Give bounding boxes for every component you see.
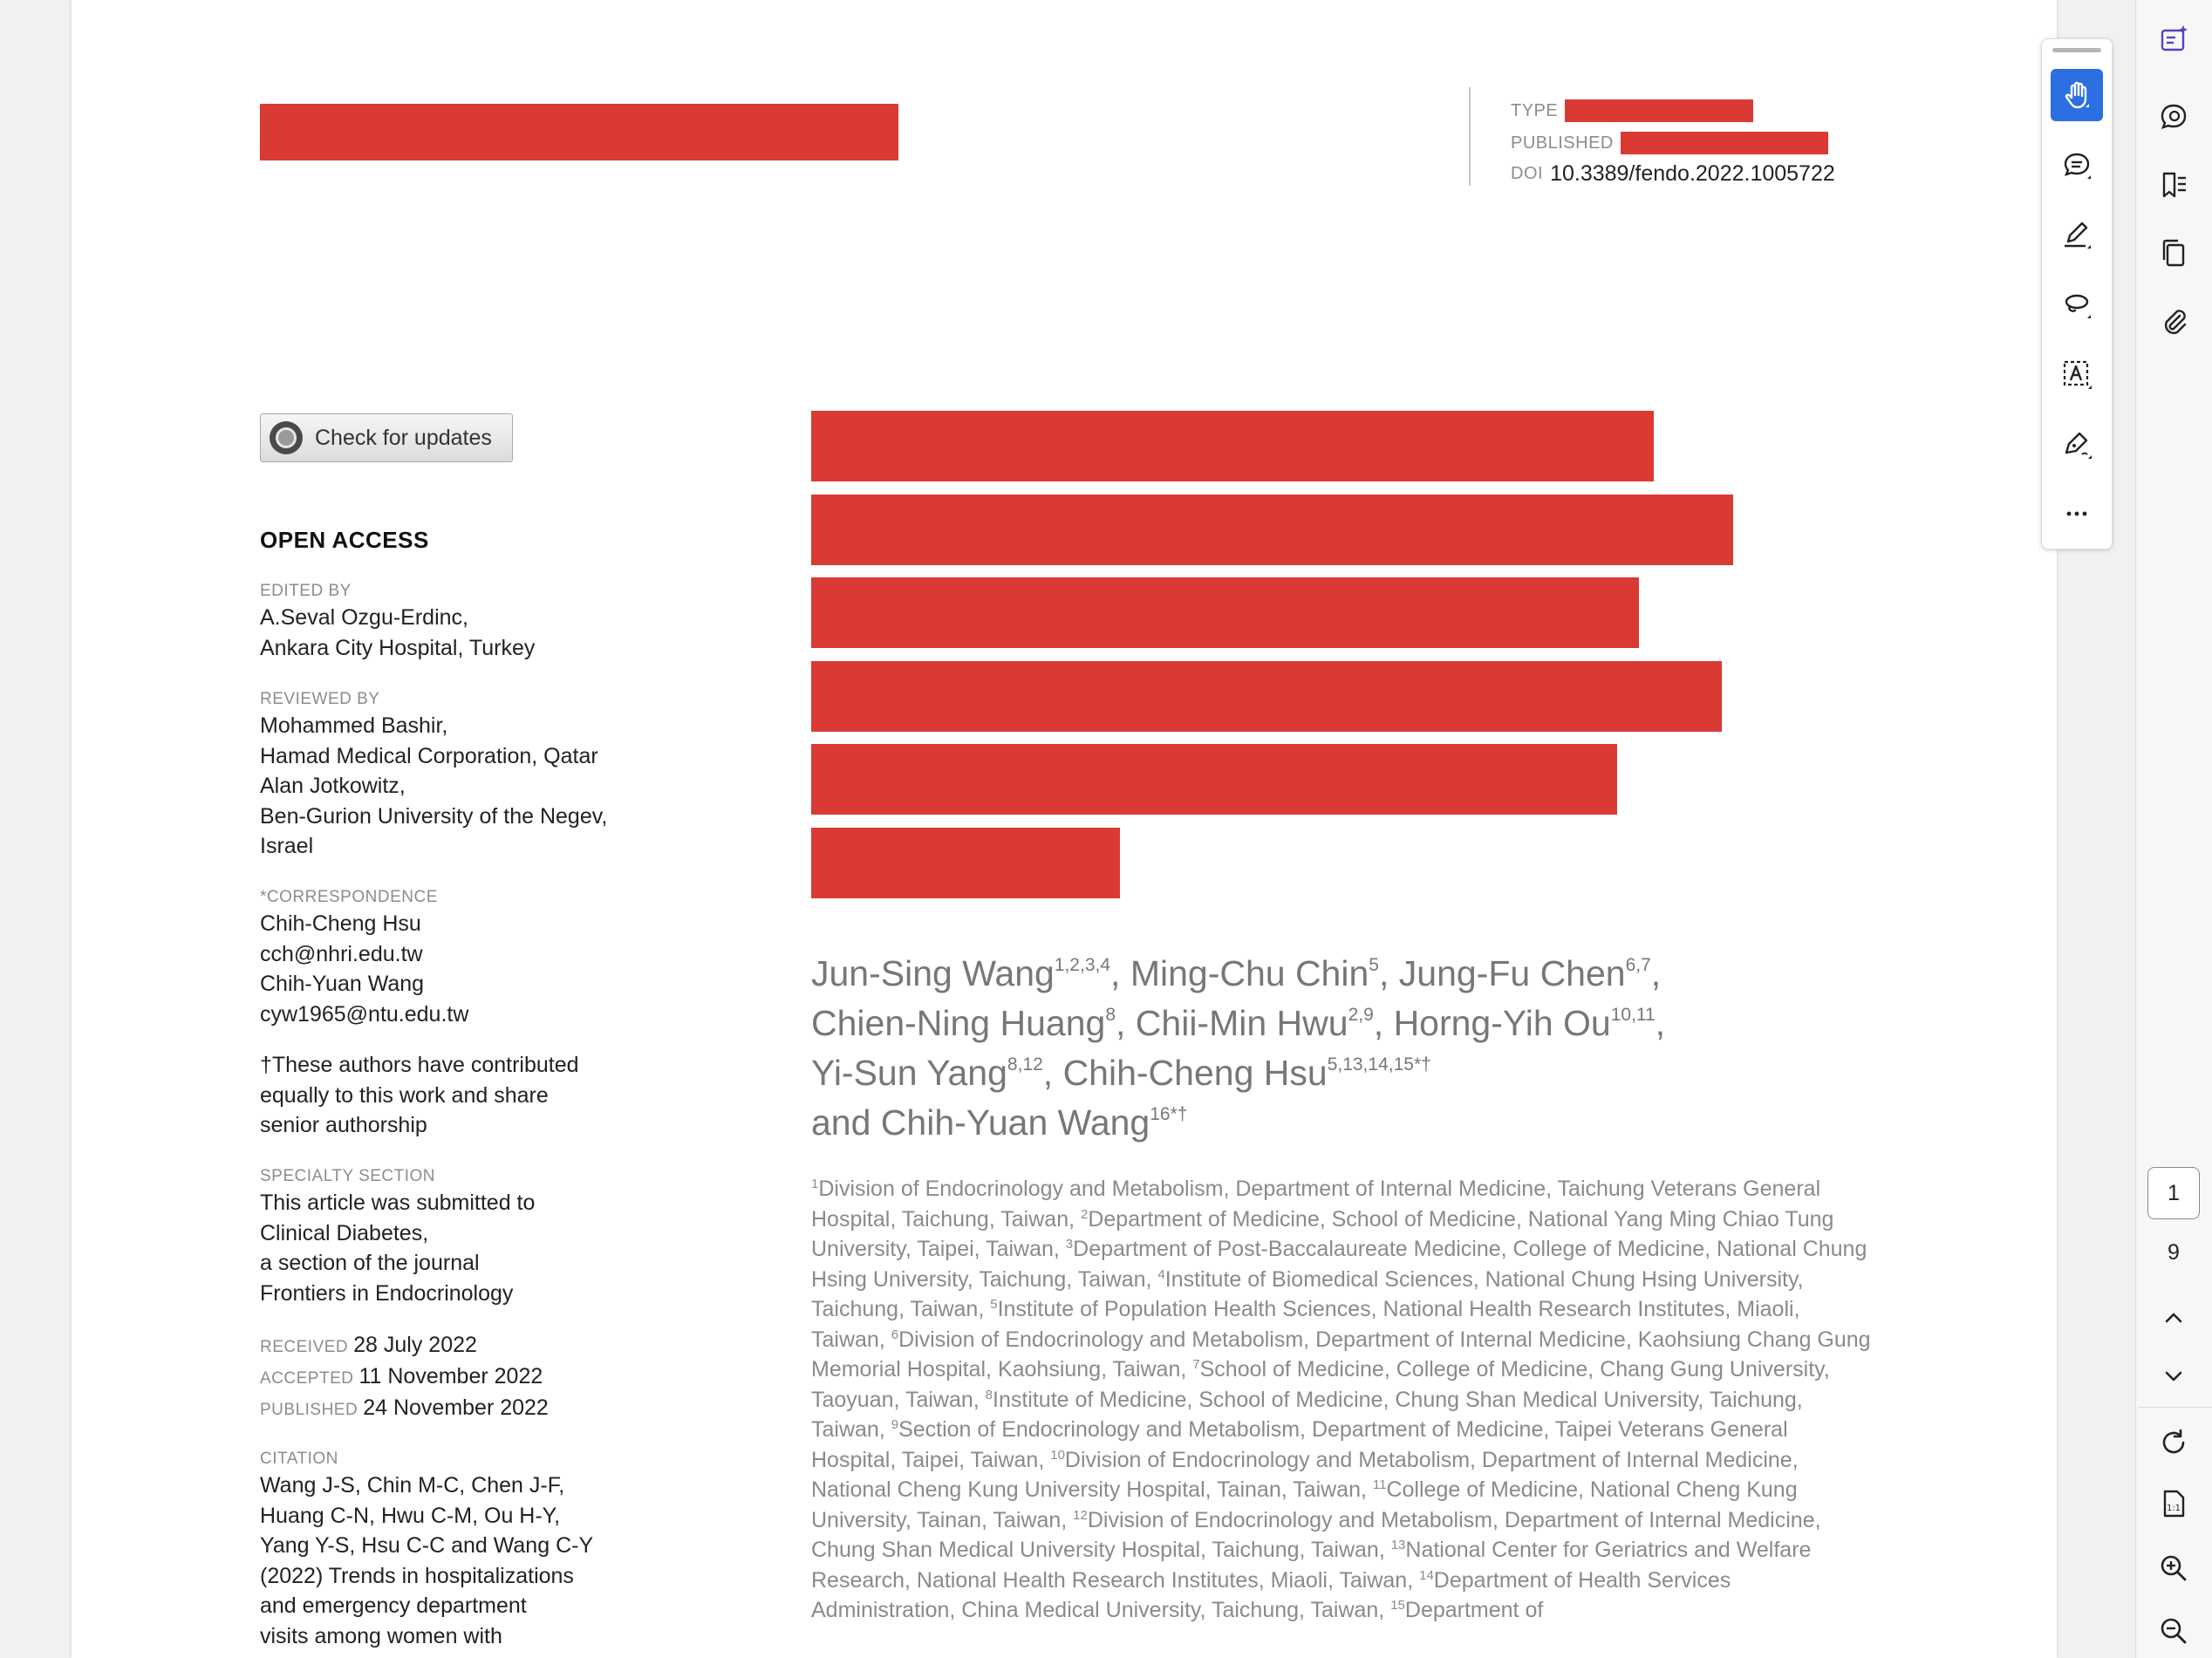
reviewed-by-label: REVIEWED BY: [260, 690, 380, 708]
refresh-icon: [2156, 1425, 2191, 1460]
author-name: Chii-Min Hwu: [1135, 1003, 1348, 1043]
text-select-icon: [2059, 357, 2094, 392]
author-name: Horng-Yih Ou: [1393, 1003, 1611, 1043]
affiliation-text: Department of Post-Baccalaureate Medicine, College of Medicine, National Chung Hsing University, Taichung, Taiwan,: [811, 1237, 1867, 1292]
zoom-out-button[interactable]: [2149, 1607, 2198, 1655]
reviewer-line: Ben-Gurion University of the Negev,: [260, 803, 608, 829]
published-date-row: [260, 1392, 696, 1423]
accepted-date: 11 November 2022: [358, 1364, 543, 1388]
zoom-in-button[interactable]: [2149, 1544, 2198, 1593]
specialty-line: This article was submitted to: [260, 1191, 536, 1215]
doi-row: [1511, 160, 1835, 187]
annotation-toolbar: [2041, 38, 2113, 549]
reviewer-line: Alan Jotkowitz,: [260, 774, 406, 798]
affiliation-number: 7: [1192, 1357, 1200, 1372]
citation-section: [260, 1448, 696, 1651]
comments-panel-icon: [2156, 99, 2191, 134]
svg-text:1:1: 1:1: [2166, 1504, 2181, 1513]
correspondence-section: [260, 886, 696, 1029]
edited-by-label: EDITED BY: [260, 582, 352, 600]
dates-section: [260, 1329, 696, 1423]
ai-assistant-icon: [2156, 23, 2191, 58]
attachments-button[interactable]: [2149, 297, 2198, 345]
specialty-line: Frontiers in Endocrinology: [260, 1280, 514, 1306]
hand-tool-button[interactable]: [2051, 69, 2103, 121]
redacted-published: [1621, 132, 1828, 154]
doi-label: DOI: [1511, 163, 1544, 183]
accepted-row: [260, 1361, 696, 1392]
author-affiliation-sup: 8: [1105, 1005, 1116, 1025]
author-separator: ,: [1042, 1053, 1063, 1093]
author-line: [811, 1098, 1901, 1148]
next-page-button[interactable]: [2149, 1352, 2198, 1401]
affiliation-number: 9: [891, 1417, 899, 1432]
redacted-title-line-5: [811, 744, 1617, 815]
affiliation-text: Division of Endocrinology and Metabolism, Department of Internal Medicine, Chung Shan Medical University Hospital, Taichung, Taiwan,: [811, 1507, 1821, 1562]
affiliation-text: Division of Endocrinology and Metabolism, Department of Internal Medicine, National Cheng Kung University Hospital, Tainan, Taiwan,: [811, 1447, 1799, 1502]
affiliation-number: 12: [1073, 1507, 1088, 1523]
affiliation-text: Institute of Medicine, School of Medicine, Chung Shan Medical University, Taichung, Taiwan,: [811, 1387, 1803, 1442]
pages-icon: [2156, 235, 2191, 270]
affiliation-number: 3: [1065, 1237, 1074, 1252]
specialty-label: SPECIALTY SECTION: [260, 1167, 436, 1185]
check-updates-icon: [270, 421, 303, 454]
received-date: 28 July 2022: [353, 1333, 477, 1357]
author-separator: ,: [1655, 1003, 1666, 1043]
author-name: Chien-Ning Huang: [811, 1003, 1106, 1043]
specialty-section: [260, 1165, 696, 1308]
lasso-tool-button[interactable]: [2051, 278, 2103, 331]
comment-tool-button[interactable]: [2051, 139, 2103, 191]
redacted-title-line-2: [811, 495, 1733, 565]
author-affiliation-sup: 10,11: [1610, 1005, 1656, 1025]
author-name: Jung-Fu Chen: [1398, 953, 1626, 993]
check-updates-label: Check for updates: [315, 425, 492, 450]
published-row: [1511, 130, 1828, 156]
affiliation-number: 2: [1080, 1206, 1089, 1222]
check-for-updates-button[interactable]: [260, 413, 513, 462]
author-affiliation-sup: 16*†: [1150, 1104, 1188, 1124]
note-line: senior authorship: [260, 1113, 427, 1137]
redacted-title-line-3: [811, 577, 1639, 648]
more-tools-button[interactable]: [2051, 488, 2103, 540]
type-row: [1511, 98, 1753, 124]
affiliation-number: 14: [1419, 1567, 1434, 1583]
reviewed-by-section: [260, 688, 696, 862]
affiliation-list: [811, 1174, 1875, 1626]
highlight-pen-icon: [2059, 217, 2094, 252]
author-list: [811, 949, 1901, 1148]
citation-line: Wang J-S, Chin M-C, Chen J-F,: [260, 1473, 565, 1498]
citation-line: (2022) Trends in hospitalizations: [260, 1563, 574, 1588]
pages-panel-button[interactable]: [2149, 229, 2198, 277]
sign-tool-button[interactable]: [2051, 418, 2103, 470]
author-separator: ,: [1378, 953, 1399, 993]
fit-page-icon: [2156, 1486, 2191, 1521]
citation-line: Yang Y-S, Hsu C-C and Wang C-Y: [260, 1533, 594, 1558]
highlight-tool-button[interactable]: [2051, 208, 2103, 261]
toolbar-drag-handle[interactable]: [2052, 48, 2101, 52]
note-line: equally to this work and share: [260, 1082, 549, 1108]
reviewer-line: Hamad Medical Corporation, Qatar: [260, 743, 598, 768]
more-icon: [2059, 496, 2094, 531]
edited-by-section: [260, 580, 696, 663]
metadata-divider: [1469, 87, 1471, 186]
affiliation-number: 15: [1390, 1598, 1405, 1613]
rail-divider: [2135, 0, 2136, 1658]
zoom-in-icon: [2156, 1551, 2191, 1586]
author-name: Yi-Sun Yang: [811, 1053, 1007, 1093]
author-separator: ,: [1650, 953, 1662, 993]
ai-assistant-button[interactable]: [2149, 16, 2198, 65]
author-name: Chih-Cheng Hsu: [1062, 1053, 1328, 1093]
citation-line: visits among women with: [260, 1623, 502, 1648]
author-affiliation-sup: 5: [1369, 955, 1379, 975]
citation-line: and emergency department: [260, 1593, 527, 1618]
bookmarks-button[interactable]: [2149, 160, 2198, 209]
affiliation-number: 13: [1390, 1538, 1406, 1552]
correspondent-name: Chih-Yuan Wang: [260, 972, 425, 996]
affiliation-text: Division of Endocrinology and Metabolism, Department of Internal Medicine, Kaohsiung Chang Gung Memorial Hospital, Kaohsiung, Taiwan,: [811, 1327, 1871, 1382]
affiliation-text: Institute of Population Health Sciences, National Health Research Institutes, Miaoli, Taiwan,: [811, 1297, 1800, 1352]
author-separator: ,: [1116, 1003, 1136, 1043]
author-affiliation-sup: 6,7: [1625, 955, 1651, 975]
author-separator: ,: [1110, 953, 1130, 993]
correspondent-email[interactable]: cyw1965@ntu.edu.tw: [260, 1001, 469, 1027]
document-page: [72, 0, 2057, 1658]
author-separator: ,: [1373, 1003, 1394, 1043]
author-affiliation-sup: 5,13,14,15*†: [1327, 1054, 1431, 1075]
fit-page-button[interactable]: [2149, 1479, 2198, 1528]
doi-value[interactable]: 10.3389/fendo.2022.1005722: [1550, 160, 1835, 186]
editor-line: A.Seval Ozgu-Erdinc,: [260, 605, 468, 630]
published-date: 24 November 2022: [363, 1395, 549, 1420]
current-page-input[interactable]: 1: [2147, 1167, 2200, 1219]
note-line: †These authors have contributed: [260, 1053, 579, 1077]
author-name: and Chih-Yuan Wang: [811, 1102, 1150, 1143]
affiliation-text: School of Medicine, College of Medicine, Chang Gung University, Taoyuan, Taiwan,: [811, 1357, 1830, 1412]
affiliation-text: College of Medicine, National Cheng Kung University, Tainan, Taiwan,: [811, 1477, 1798, 1532]
previous-page-button[interactable]: [2149, 1293, 2198, 1342]
affiliation-text: Department of Medicine, School of Medicine, National Yang Ming Chiao Tung University, Taipei, Taiwan,: [811, 1206, 1834, 1261]
lasso-icon: [2059, 287, 2094, 322]
contribution-note: [260, 1050, 696, 1141]
citation-line: Huang C-N, Hwu C-M, Ou H-Y,: [260, 1503, 561, 1528]
total-pages: 9: [2168, 1240, 2180, 1265]
text-select-tool-button[interactable]: [2051, 348, 2103, 400]
author-affiliation-sup: 8,12: [1007, 1054, 1043, 1075]
affiliation-number: 4: [1157, 1266, 1165, 1282]
author-name: Jun-Sing Wang: [811, 953, 1055, 993]
affiliation-text: National Center for Geriatrics and Welfare Research, National Health Research Institutes, Miaoli, Taiwan,: [811, 1538, 1812, 1593]
open-access-label: OPEN ACCESS: [260, 527, 429, 553]
affiliation-number: 8: [985, 1387, 993, 1402]
author-name: Ming-Chu Chin: [1130, 953, 1369, 993]
reviewer-line: Mohammed Bashir,: [260, 713, 448, 738]
affiliation-text: Division of Endocrinology and Metabolism, Department of Internal Medicine, Taichung Veterans General Hospital, Taichung, Taiwan,: [811, 1177, 1821, 1232]
received-label: RECEIVED: [260, 1338, 349, 1356]
correspondent-email[interactable]: cch@nhri.edu.tw: [260, 941, 423, 966]
author-line: [811, 999, 1901, 1048]
citation-label: CITATION: [260, 1450, 338, 1468]
reviewer-line: Israel: [260, 834, 314, 858]
published-label: PUBLISHED: [1511, 133, 1614, 153]
chevron-up-icon: [2156, 1300, 2191, 1335]
affiliation-number: 1: [811, 1177, 819, 1191]
attachments-icon: [2156, 304, 2191, 338]
comment-icon: [2059, 147, 2094, 182]
specialty-line: Clinical Diabetes,: [260, 1220, 429, 1245]
redacted-title-line-6: [811, 828, 1120, 898]
chevron-down-icon: [2156, 1359, 2191, 1394]
received-row: [260, 1329, 696, 1361]
comments-panel-button[interactable]: [2149, 92, 2198, 141]
accepted-label: ACCEPTED: [260, 1369, 354, 1388]
correspondence-label: *CORRESPONDENCE: [260, 888, 438, 906]
redacted-journal-title: [260, 104, 898, 160]
rail-separator: [2139, 1407, 2212, 1408]
author-line: [811, 949, 1901, 999]
author-affiliation-sup: 1,2,3,4: [1054, 955, 1111, 975]
affiliation-number: 5: [990, 1297, 998, 1312]
sign-pen-icon: [2059, 426, 2094, 461]
affiliation-text: Department of: [1404, 1598, 1544, 1622]
type-label: TYPE: [1511, 100, 1559, 120]
published-date-label: PUBLISHED: [260, 1401, 358, 1419]
bookmarks-icon: [2156, 167, 2191, 202]
affiliation-text: Department of Health Services Administration, China Medical University, Taichung, Taiwan,: [811, 1567, 1731, 1622]
specialty-line: a section of the journal: [260, 1251, 480, 1275]
affiliation-number: 11: [1372, 1477, 1387, 1492]
affiliation-number: 10: [1050, 1447, 1065, 1463]
affiliation-number: 6: [891, 1327, 899, 1342]
refresh-button[interactable]: [2149, 1418, 2198, 1467]
correspondent-name: Chih-Cheng Hsu: [260, 911, 421, 936]
affiliation-text: Institute of Biomedical Sciences, National Chung Hsing University, Taichung, Taiwan,: [811, 1266, 1804, 1321]
hand-tool-icon: [2059, 78, 2094, 113]
editor-line: Ankara City Hospital, Turkey: [260, 635, 536, 660]
redacted-type: [1565, 99, 1753, 122]
redacted-title-line-4: [811, 661, 1722, 732]
affiliation-text: Section of Endocrinology and Metabolism, Department of Medicine, Taipei Veterans General Hospital, Taipei, Taiwan,: [811, 1417, 1788, 1472]
redacted-title-line-1: [811, 411, 1654, 481]
author-line: [811, 1048, 1901, 1098]
author-affiliation-sup: 2,9: [1348, 1005, 1374, 1025]
zoom-out-icon: [2156, 1614, 2191, 1648]
